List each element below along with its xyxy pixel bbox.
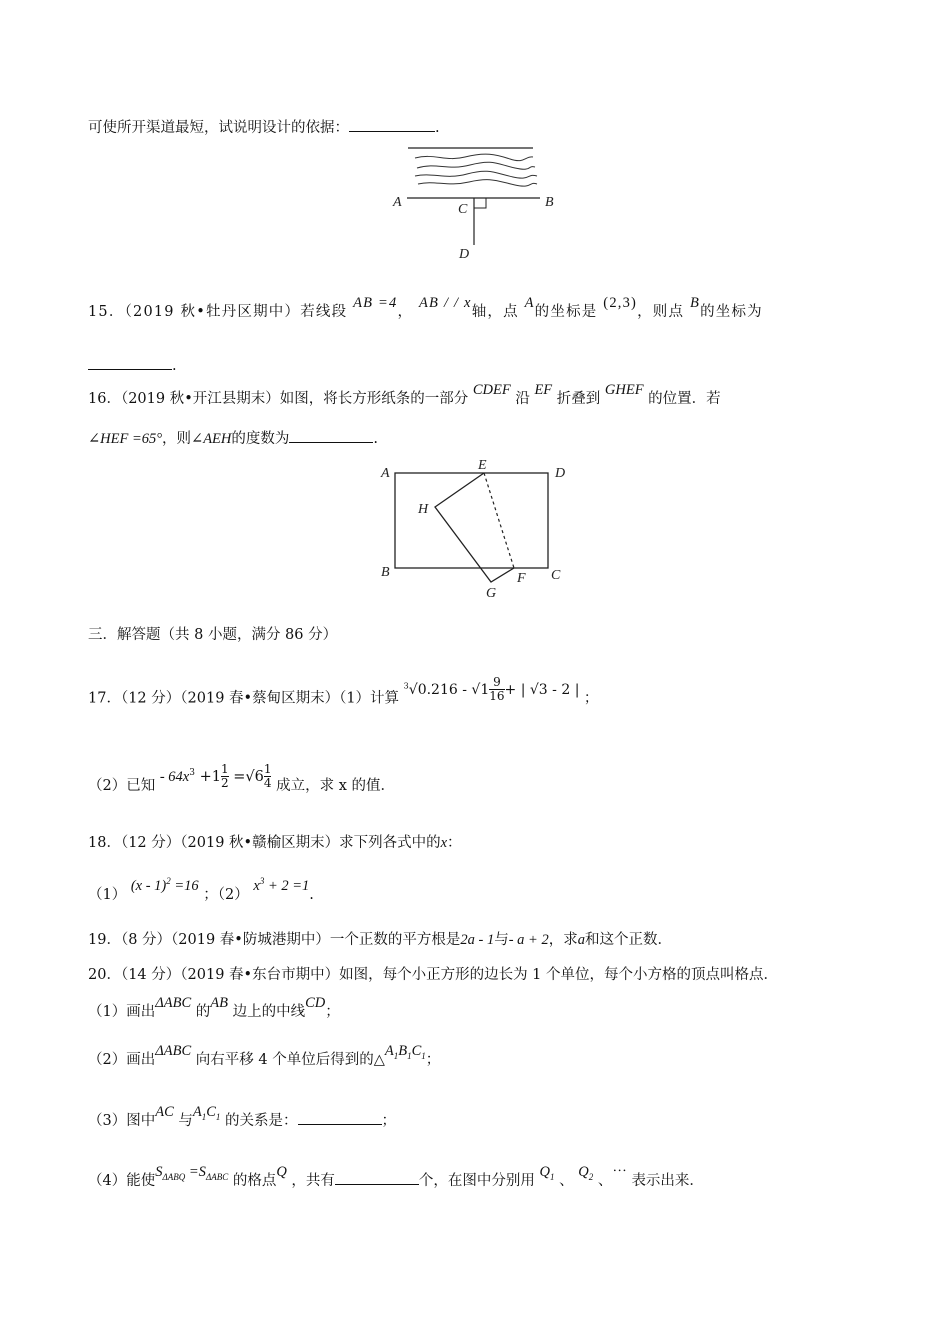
q15-math-coord: (2,3) xyxy=(603,295,638,311)
q18-p2-label: （2） xyxy=(217,886,249,903)
q20-p4-answer-blank[interactable] xyxy=(335,1170,419,1185)
q20-p3-a1c1 xyxy=(193,1104,221,1120)
q18-math-x: x xyxy=(440,835,448,851)
q17-score: （12 分） xyxy=(120,690,181,707)
q20-p2-sub-a: 1 xyxy=(393,1050,399,1061)
q17-p2-exp: 3 xyxy=(189,768,195,778)
q16-source: （2019 秋•开江县期末） xyxy=(120,391,280,407)
q17-p2-frac2-num: 1 xyxy=(263,762,272,777)
q20-line-1 xyxy=(88,965,778,985)
q17-expr-b: + | √3 - 2 | xyxy=(504,681,580,698)
q17-p1-label: （1）计算 xyxy=(339,690,400,707)
q17-source: （2019 春•蔡甸区期末） xyxy=(180,690,340,707)
q19-number: 19． xyxy=(88,932,121,948)
q18-line-1 xyxy=(88,833,462,853)
fold-label-e: E xyxy=(478,458,487,473)
q15-line xyxy=(88,295,763,322)
q18-p1-rhs: =16 xyxy=(170,877,199,894)
q16-math-angle-aeh: ∠AEH xyxy=(191,431,232,447)
q15-text-2: ， xyxy=(397,304,414,320)
q20-p4-q1-sub: 1 xyxy=(550,1171,555,1182)
q18-number: 18． xyxy=(88,835,121,851)
q20-p4-ellipsis: ⋯ xyxy=(612,1164,627,1180)
q16-math-cdef: CDEF xyxy=(472,382,511,398)
q17-p2-frac1-den: 2 xyxy=(220,776,229,791)
q16-text-2: 沿 xyxy=(515,391,530,407)
q19-math-1: 2a - 1 xyxy=(460,932,495,948)
fold-label-d: D xyxy=(555,466,566,481)
q20-p3-text-2: 与 xyxy=(178,1113,193,1129)
q20-p4-text-2: 的格点 xyxy=(232,1173,277,1189)
q20-p1-end: ； xyxy=(325,1004,340,1020)
q17-frac-whole: 1 xyxy=(480,681,490,698)
q20-p3-c: C xyxy=(206,1104,216,1120)
q20-p1-text-3: 边上的中线 xyxy=(232,1004,306,1020)
q15-text-3: 轴，点 xyxy=(471,304,519,320)
q17-p2-tail: 成立，求 x 的值． xyxy=(276,777,395,794)
q18-p2-exp: 3 xyxy=(259,876,265,886)
q16-answer-blank[interactable] xyxy=(289,428,373,443)
q19-math-2: - a + 2 xyxy=(508,932,549,948)
q20-p4-s: S xyxy=(155,1164,163,1180)
canal-label-d: D xyxy=(459,247,470,262)
q20-p3-a: A xyxy=(192,1104,202,1120)
q17-p2-eq: = xyxy=(233,768,246,785)
q20-p2-sub-c: 1 xyxy=(421,1050,426,1061)
q20-p3-sub-a: 1 xyxy=(201,1111,207,1122)
q20-p1-label: （1）画出 xyxy=(88,1004,156,1020)
q18-p1-end: ； xyxy=(203,886,218,903)
q18-line-2 xyxy=(88,876,314,905)
q20-p4-text-3: ，共有 xyxy=(291,1173,335,1189)
canal-label-a: A xyxy=(393,195,402,210)
q20-p1-cd: CD xyxy=(305,995,326,1011)
q17-p2-frac1 xyxy=(221,763,229,790)
q18-p2-rhs: + 2 =1 xyxy=(264,877,310,894)
q20-p3-label: （3）图中 xyxy=(88,1113,156,1129)
q20-p4-text-5: 、 xyxy=(559,1173,574,1189)
q18-p2-end: . xyxy=(309,886,314,903)
q17-p2-frac2-whole: 6 xyxy=(254,768,264,785)
q16-text-3: 折叠到 xyxy=(556,391,601,407)
q20-p4-eq: =S xyxy=(185,1164,206,1180)
q17-p2-frac2-den: 4 xyxy=(263,776,272,791)
q14-answer-blank[interactable] xyxy=(349,117,435,132)
q16-text-5: ，则 xyxy=(162,431,192,447)
q18-p2-base: x xyxy=(253,877,260,894)
q19-text-3: ，求 xyxy=(548,932,578,948)
fold-label-b: B xyxy=(381,565,390,580)
q20-p2-a1b1c1 xyxy=(385,1043,426,1059)
q20-p3-end: ； xyxy=(381,1113,397,1129)
q16-text-1: 如图，将长方形纸条的一部分 xyxy=(279,391,469,407)
q17-frac-num: 9 xyxy=(489,676,504,690)
q17-p2-expr-b: +1 xyxy=(199,768,221,785)
q20-score: （14 分） xyxy=(120,967,181,983)
q20-p4-text-4: 个，在图中分别用 xyxy=(418,1173,535,1189)
q20-p2-a: A xyxy=(384,1043,394,1059)
q15-answer-line xyxy=(88,355,177,376)
q20-p1-triangle: ΔABC xyxy=(155,995,192,1011)
section-3-heading: 三．解答题（共 8 小题，满分 86 分） xyxy=(88,627,338,643)
fold-label-f: F xyxy=(517,571,526,586)
q17-number: 17． xyxy=(88,690,121,707)
q20-source: （2019 春•东台市期中） xyxy=(180,967,340,983)
q20-p3-sub-c: 1 xyxy=(215,1111,221,1122)
q18-p1-exp: 2 xyxy=(166,876,171,886)
q17-frac xyxy=(489,676,504,703)
canal-label-b: B xyxy=(545,195,554,210)
q15-number: 15． xyxy=(88,304,125,320)
q15-source: （2019 秋•牡丹区期中） xyxy=(124,304,301,320)
q20-p4-sub-abq: ΔABQ xyxy=(162,1171,186,1182)
fold-label-g: G xyxy=(486,586,497,601)
q16-line-2 xyxy=(88,428,378,449)
q17-expr-a: 0.216 - xyxy=(417,681,467,698)
q18-text-2: ： xyxy=(447,835,462,851)
canal-figure xyxy=(385,140,565,265)
q14-end: . xyxy=(435,120,440,136)
fold-figure xyxy=(375,455,575,605)
q17-p2-frac2 xyxy=(264,763,272,790)
q20-p2-sub-b: 1 xyxy=(407,1050,412,1061)
q16-number: 16． xyxy=(88,391,121,407)
q15-text-1: 若线段 xyxy=(300,304,348,320)
q20-p3-line xyxy=(88,1104,397,1136)
q20-p4-q1 xyxy=(540,1164,555,1180)
q19-source: （2019 春•防城港期中） xyxy=(171,932,330,948)
q20-p4-q2-q: Q xyxy=(578,1164,589,1180)
q20-p3-ac: AC xyxy=(155,1104,174,1120)
q17-line-1 xyxy=(88,675,599,712)
q17-line-2 xyxy=(88,762,395,799)
q16-text-6: 的度数为 xyxy=(231,431,290,447)
q19-score: （8 分） xyxy=(120,932,172,948)
q16-text-4: 的位置．若 xyxy=(648,391,721,407)
q20-p4-q1-q: Q xyxy=(539,1164,551,1180)
q14-tail-text: 可使所开渠道最短，试说明设计的依据： xyxy=(88,120,349,136)
q20-p4-text-6: 、 xyxy=(597,1173,613,1189)
q20-p4-line xyxy=(88,1164,704,1196)
q17-p2-expr-a: - 64x xyxy=(159,768,190,785)
q20-p4-text-7: 表示出来． xyxy=(631,1173,704,1189)
q19-text-2: 与 xyxy=(494,932,509,948)
q16-math-ef: EF xyxy=(534,382,553,398)
q18-p1-expr xyxy=(131,878,199,894)
q20-p2-triangle: ΔABC xyxy=(155,1043,192,1059)
q19-math-a: a xyxy=(577,932,585,948)
q20-p2-b: B xyxy=(398,1043,408,1059)
q20-p4-area-eq xyxy=(155,1164,228,1180)
q20-number: 20． xyxy=(88,967,121,983)
q20-p1-text-2: 的 xyxy=(195,1004,211,1020)
q20-p4-q2-sub: 2 xyxy=(588,1171,594,1182)
q20-p2-line xyxy=(88,1043,441,1075)
q15-text-5: ，则点 xyxy=(637,304,685,320)
q20-p3-answer-blank[interactable] xyxy=(298,1110,382,1125)
q18-p1-label: （1） xyxy=(88,886,127,903)
q18-text-1: 求下列各式中的 xyxy=(339,835,441,851)
q18-p2-expr xyxy=(253,878,309,894)
q20-p4-q: Q xyxy=(276,1164,287,1180)
q20-text-1: 如图，每个小正方形的边长为 1 个单位，每个小方格的顶点叫格点． xyxy=(339,967,779,983)
q15-end: . xyxy=(172,358,177,374)
q18-source: （2019 秋•赣榆区期末） xyxy=(180,835,340,851)
fold-label-c: C xyxy=(551,568,561,583)
q20-p2-end: ； xyxy=(425,1052,441,1068)
q19-text-4: 和这个正数． xyxy=(584,932,672,948)
q15-math-ab: AB =4 xyxy=(353,295,398,311)
q20-p1-ab: AB xyxy=(210,995,228,1011)
q16-math-ghef: GHEF xyxy=(604,382,644,398)
q19-text-1: 一个正数的平方根是 xyxy=(329,932,461,948)
q15-text-4: 的坐标是 xyxy=(534,304,598,320)
q17-p2-expr: - $64x^3 +1$ $\frac{1}{2}$ =√6 $\frac{1}{4}$ xyxy=(159,762,272,791)
q15-math-parallel: AB / / x xyxy=(419,295,472,311)
q15-text-6: 的坐标为 xyxy=(700,304,763,320)
q15-answer-blank[interactable] xyxy=(88,355,172,370)
q20-p4-q2 xyxy=(578,1164,593,1180)
fold-label-a: A xyxy=(381,466,390,481)
q15-math-b: B xyxy=(690,295,701,311)
q17-p1-end: ； xyxy=(583,690,599,707)
q19-line xyxy=(88,930,672,950)
q17-root-index: 3 xyxy=(403,681,409,690)
q18-p1-base: (x - 1) xyxy=(130,877,167,894)
q17-p1-expr: $^3$√0.216 - √1 $\frac{9}{16}$ + | √3 - 2 | xyxy=(403,675,580,704)
q18-score: （12 分） xyxy=(120,835,181,851)
q16-math-angle-hef: ∠HEF =65° xyxy=(88,431,163,447)
q15-math-a: A xyxy=(524,295,535,311)
q20-p4-sub-abc: ΔABC xyxy=(205,1171,229,1182)
fold-label-h: H xyxy=(418,502,429,517)
q17-p2-frac1-num: 1 xyxy=(220,762,229,777)
q20-p2-text-2: 向右平移 4 个单位后得到的△ xyxy=(195,1052,385,1068)
q16-end: . xyxy=(373,431,378,447)
q14-tail-line xyxy=(88,117,440,138)
q20-p2-label: （2）画出 xyxy=(88,1052,156,1068)
q20-p1-line xyxy=(88,995,340,1022)
q16-line-1 xyxy=(88,382,721,409)
q20-p3-text-3: 的关系是： xyxy=(225,1113,298,1129)
canal-label-c: C xyxy=(458,202,468,217)
q17-p2-label: （2）已知 xyxy=(88,777,156,794)
q17-frac-den: 16 xyxy=(489,689,505,704)
q20-p4-label: （4）能使 xyxy=(88,1173,156,1189)
q20-p2-c: C xyxy=(411,1043,422,1059)
